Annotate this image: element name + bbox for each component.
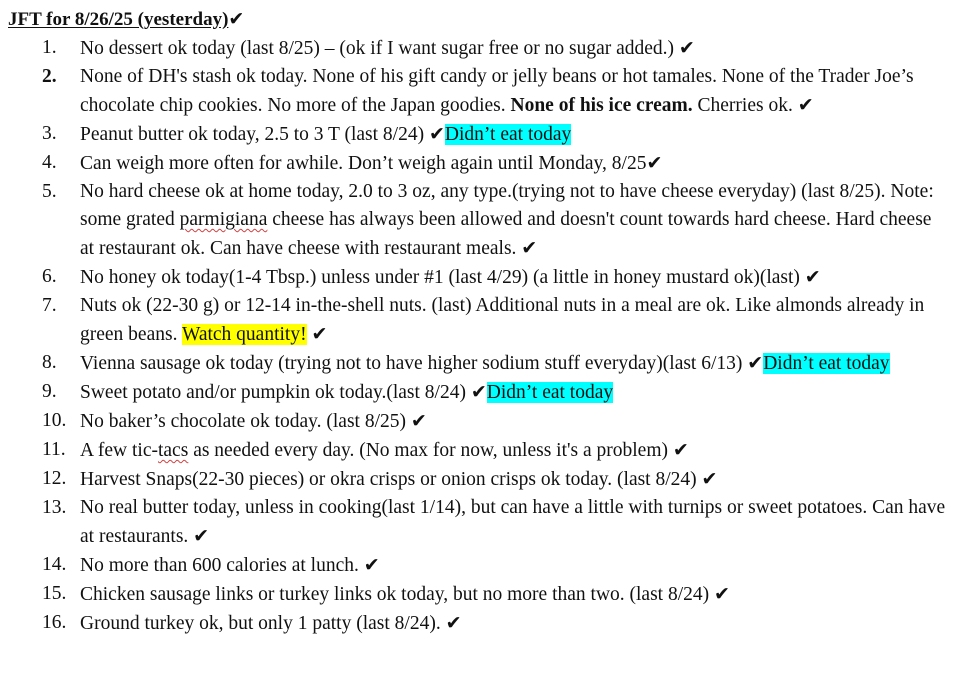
item-text: as needed every day. (No max for now, unless it's a problem) bbox=[188, 440, 673, 461]
list-item-2 bbox=[8, 63, 950, 120]
check-mark-icon: ✔ bbox=[804, 266, 821, 288]
list-item-11 bbox=[8, 436, 950, 465]
item-number: 10. bbox=[42, 410, 67, 431]
document-title bbox=[8, 6, 963, 34]
item-text: No more than 600 calories at lunch. bbox=[80, 555, 364, 576]
item-text: Sweet potato and/or pumpkin ok today.(last 8/24) bbox=[80, 382, 471, 403]
item-number: 14. bbox=[42, 554, 67, 575]
item-number: 7. bbox=[42, 295, 57, 316]
check-mark-icon: ✔ bbox=[646, 152, 663, 174]
list-item-12 bbox=[8, 465, 950, 494]
check-mark-icon: ✔ bbox=[445, 612, 462, 634]
item-number: 8. bbox=[42, 352, 57, 373]
list-item-13 bbox=[8, 494, 950, 551]
check-mark-icon: ✔ bbox=[228, 8, 245, 30]
item-text: Nuts ok (22-30 g) or 12-14 in-the-shell nuts. (last) Additional nuts in a meal are ok. Like almonds already in green beans. bbox=[80, 295, 925, 345]
item-number: 15. bbox=[42, 583, 67, 604]
item-text: No dessert ok today (last 8/25) – (ok if I want sugar free or no sugar added.) bbox=[80, 38, 679, 59]
list-item-4 bbox=[8, 149, 950, 178]
check-mark-icon: ✔ bbox=[678, 37, 695, 59]
item-text: A few tic- bbox=[80, 440, 158, 461]
yellow-highlight-note: Watch quantity! bbox=[181, 324, 307, 345]
item-list bbox=[8, 34, 963, 638]
item-text: No hard cheese ok at home today, 2.0 to 3 oz, any type.(trying not to have cheese everyday) (last 8/25). Note: some grated bbox=[80, 181, 934, 230]
item-text: Peanut butter ok today, 2.5 to 3 T (last 8/24) bbox=[80, 124, 429, 145]
item-number: 11. bbox=[42, 439, 66, 460]
item-text: None of DH's stash ok today. None of his gift candy or jelly beans or hot tamales. None of the Trader Joe’s chocolate chip cookies. No more of the Japan goodies. bbox=[80, 66, 914, 116]
list-item-1 bbox=[8, 34, 950, 63]
check-mark-icon: ✔ bbox=[410, 410, 427, 432]
item-number: 6. bbox=[42, 266, 57, 287]
check-mark-icon: ✔ bbox=[797, 94, 814, 116]
item-number: 1. bbox=[42, 37, 57, 58]
item-text: Harvest Snaps(22-30 pieces) or okra crisps or onion crisps ok today. (last 8/24) bbox=[80, 469, 702, 490]
item-number: 5. bbox=[42, 181, 57, 202]
spellcheck-underlined-word: tacs bbox=[157, 440, 189, 461]
item-number: 13. bbox=[42, 497, 67, 518]
list-item-9 bbox=[8, 378, 950, 407]
list-item-6 bbox=[8, 263, 950, 292]
check-mark-icon: ✔ bbox=[363, 554, 380, 576]
list-item-5 bbox=[8, 178, 950, 263]
check-mark-icon: ✔ bbox=[672, 439, 689, 461]
list-item-16 bbox=[8, 609, 950, 638]
list-item-8 bbox=[8, 349, 950, 378]
item-text: Vienna sausage ok today (trying not to have higher sodium stuff everyday)(last 6/13) bbox=[80, 353, 748, 374]
item-number: 12. bbox=[42, 468, 67, 489]
check-mark-icon: ✔ bbox=[193, 525, 210, 547]
item-number: 9. bbox=[42, 381, 57, 402]
check-mark-icon: ✔ bbox=[521, 237, 538, 259]
item-number: 4. bbox=[42, 152, 57, 173]
list-item-10 bbox=[8, 407, 950, 436]
check-mark-icon: ✔ bbox=[714, 583, 730, 605]
item-text: Can weigh more often for awhile. Don’t weigh again until Monday, 8/25 bbox=[80, 153, 647, 174]
check-mark-icon: ✔ bbox=[747, 352, 764, 374]
item-text: No baker’s chocolate ok today. (last 8/25) bbox=[80, 411, 411, 432]
check-mark-icon: ✔ bbox=[428, 123, 445, 145]
item-text: Ground turkey ok, but only 1 patty (last 8/24). bbox=[80, 613, 446, 634]
item-text: No honey ok today(1-4 Tbsp.) unless under #1 (last 4/29) (a little in honey mustard ok)(last) bbox=[80, 267, 805, 288]
cyan-highlight-note: Didn’t eat today bbox=[763, 353, 890, 374]
check-mark-icon: ✔ bbox=[470, 381, 487, 403]
check-mark-icon: ✔ bbox=[701, 468, 718, 490]
cyan-highlight-note: Didn’t eat today bbox=[444, 124, 572, 145]
list-item-14 bbox=[8, 551, 950, 580]
item-number: 16. bbox=[42, 612, 67, 633]
item-bold-text: None of his ice cream. bbox=[510, 95, 693, 116]
item-text: cheese has always been allowed and doesn't count towards hard cheese. Hard cheese at restaurant ok. Can have cheese with restaurant meals. bbox=[80, 209, 932, 259]
list-item-3 bbox=[8, 120, 950, 149]
list-item-15 bbox=[8, 580, 950, 609]
item-text: No real butter today, unless in cooking(last 1/14), but can have a little with turnips or sweet potatoes. Can have at restaurants. bbox=[80, 497, 946, 547]
list-item-7 bbox=[8, 292, 950, 349]
item-number: 3. bbox=[42, 123, 57, 144]
spellcheck-underlined-word: parmigiana bbox=[179, 209, 268, 230]
title-text: JFT for 8/26/25 (yesterday) bbox=[8, 9, 229, 30]
check-mark-icon: ✔ bbox=[311, 323, 328, 345]
item-number: 2. bbox=[42, 66, 57, 87]
item-text: Chicken sausage links or turkey links ok today, but no more than two. (last 8/24) bbox=[80, 584, 715, 605]
document-page bbox=[8, 6, 963, 638]
cyan-highlight-note: Didn’t eat today bbox=[486, 382, 614, 403]
item-text: Cherries ok. bbox=[692, 95, 798, 116]
